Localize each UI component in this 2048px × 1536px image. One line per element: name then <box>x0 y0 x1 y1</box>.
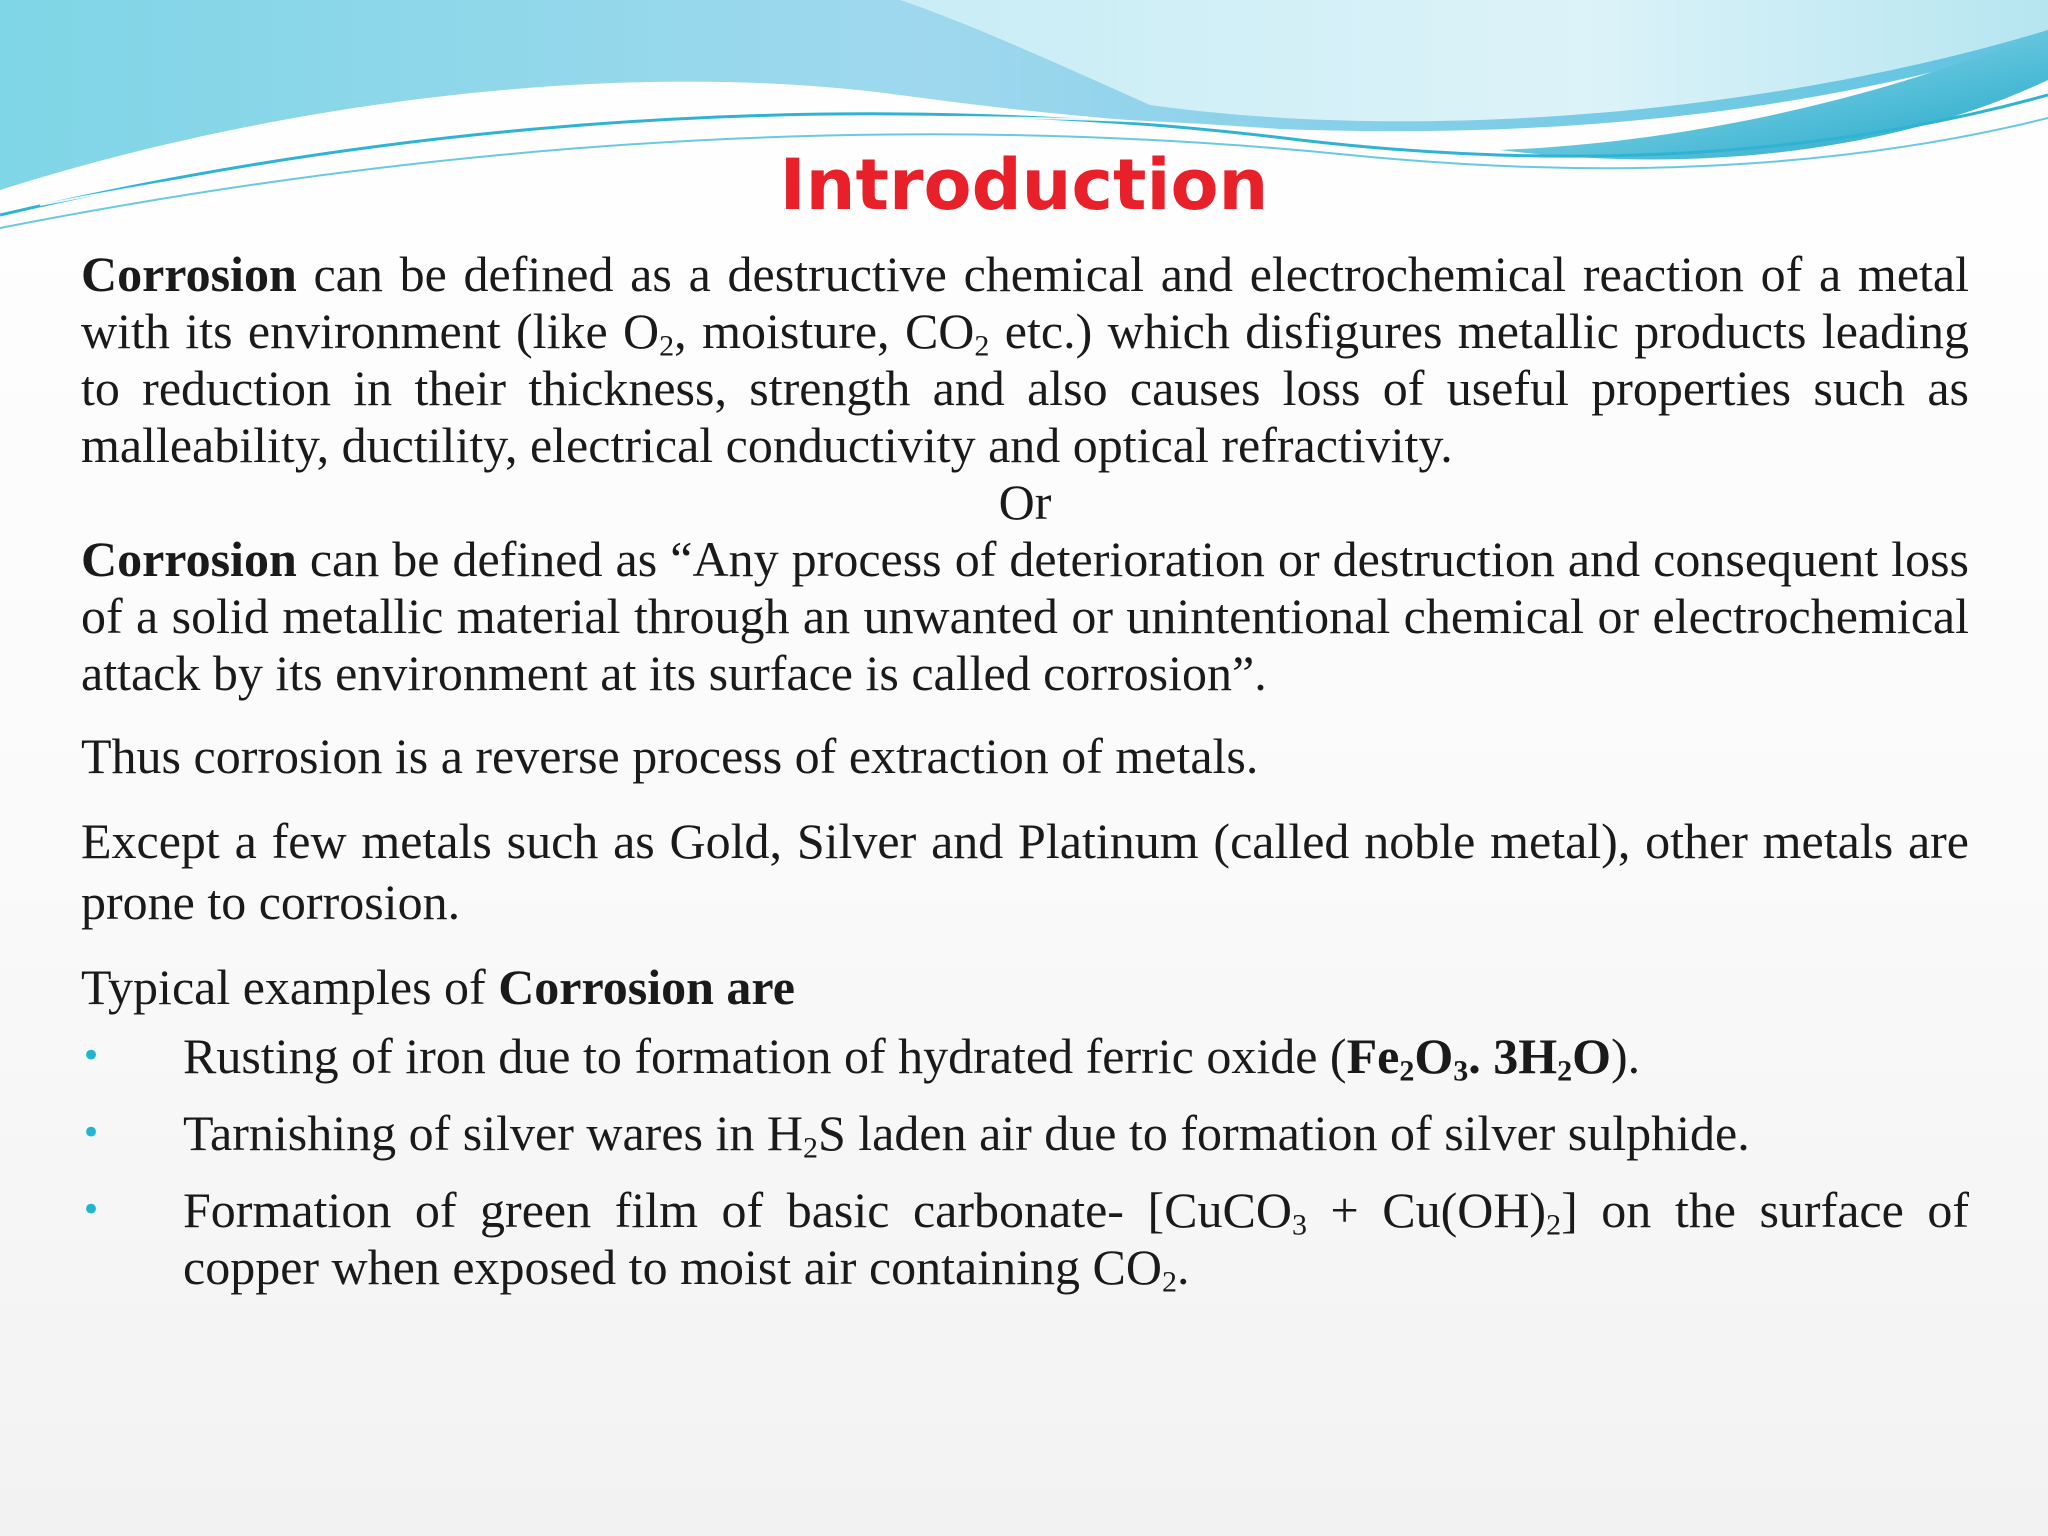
example-2-text-a: Tarnishing of silver wares in H <box>183 1105 803 1161</box>
formula-hydrated-ferric-oxide <box>1346 1028 1612 1088</box>
definition-1-text-b: , moisture, CO <box>674 303 975 359</box>
subscript: 3 <box>1291 1208 1307 1242</box>
list-item <box>81 1105 1969 1165</box>
list-item <box>81 1028 1969 1088</box>
definition-2 <box>81 531 1969 702</box>
subscript: 3 <box>1453 1054 1469 1088</box>
definition-2-term: Corrosion <box>81 531 297 587</box>
formula-part: O <box>1572 1028 1612 1084</box>
examples-heading <box>81 959 1969 1016</box>
noble-metals-statement: Except a few metals such as Gold, Silver and Platinum (called noble metal), other metals are prone to corrosion. <box>81 813 1969 930</box>
bullet-icon: • <box>81 1113 102 1153</box>
slide-title: Introduction <box>779 144 1269 226</box>
slide-body <box>81 246 1969 1316</box>
definition-1-term: Corrosion <box>81 246 297 302</box>
example-2-text-b: S laden air due to formation of silver sulphide. <box>817 1105 1750 1161</box>
subscript: 2 <box>1161 1265 1177 1299</box>
subscript: 2 <box>659 329 675 363</box>
example-3-text-a: Formation of green film of basic carbonate- [CuCO <box>183 1182 1292 1238</box>
examples-heading-bold: Corrosion are <box>498 959 795 1015</box>
subscript: 2 <box>1546 1208 1562 1242</box>
definition-1-text-c: etc.) which disfigures metallic products leading to reduction in their thickness, strength and also causes loss of useful properties such as malleability, ductility, electrical conductivity and optical refractivity. <box>81 303 1969 473</box>
example-3-text-b: + Cu(OH) <box>1306 1182 1547 1238</box>
or-separator: Or <box>998 474 1052 530</box>
examples-list <box>81 1028 1969 1299</box>
subscript: 2 <box>974 329 990 363</box>
example-3-text-c: ] on the surface of copper when exposed to moist air containing CO <box>183 1182 1969 1295</box>
examples-heading-text: Typical examples of <box>81 959 499 1015</box>
formula-part: Fe <box>1346 1028 1400 1084</box>
example-3-text-d: . <box>1176 1239 1190 1295</box>
definition-1-text-a: can be defined as a destructive chemical and electrochemical reaction of a metal with its environment (like O <box>81 246 1969 359</box>
list-item <box>81 1182 1969 1299</box>
reverse-process-statement: Thus corrosion is a reverse process of extraction of metals. <box>81 728 1259 784</box>
definition-1 <box>81 246 1969 474</box>
example-1-text: Rusting of iron due to formation of hydrated ferric oxide ( <box>183 1028 1347 1084</box>
bullet-icon: • <box>81 1036 102 1076</box>
example-1-end: ). <box>1611 1028 1641 1084</box>
subscript: 2 <box>802 1131 818 1165</box>
formula-part: . 3H <box>1468 1028 1558 1084</box>
subscript: 2 <box>1557 1054 1573 1088</box>
bullet-icon: • <box>81 1190 102 1230</box>
formula-part: O <box>1414 1028 1454 1084</box>
definition-2-text: can be defined as “Any process of deterioration or destruction and consequent loss of a solid metallic material through an unwanted or unintentional chemical or electrochemical attack by its environment at its surface is called corrosion”. <box>81 531 1969 701</box>
subscript: 2 <box>1399 1054 1415 1088</box>
